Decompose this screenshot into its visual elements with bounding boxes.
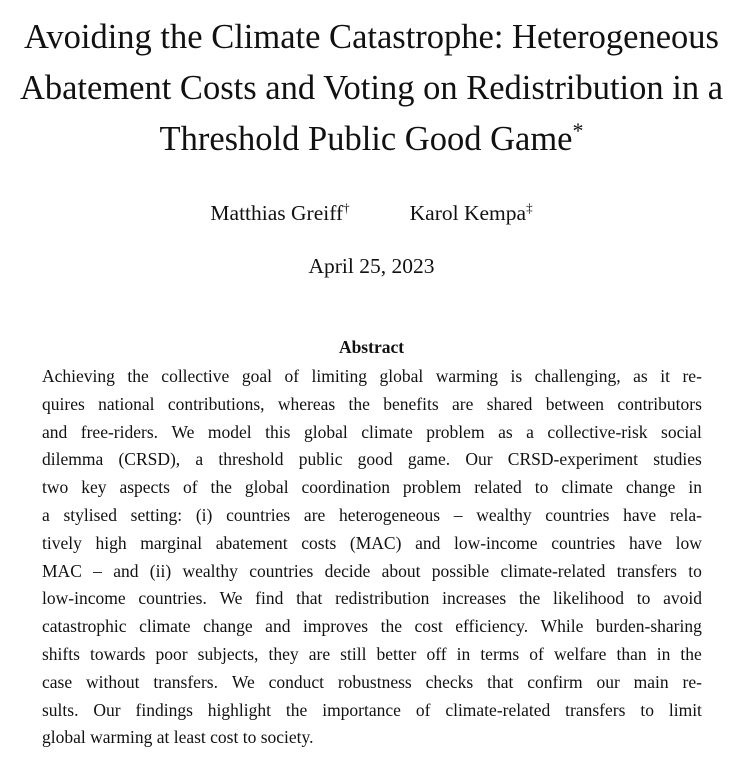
abstract-word: (i) [195, 504, 213, 525]
abstract-word: they [268, 643, 299, 664]
abstract-word: the [680, 643, 702, 664]
abstract-word: low [675, 532, 702, 553]
abstract-word: low-income [42, 588, 126, 609]
abstract-word: wealthy [476, 504, 532, 525]
abstract-word: importance [322, 699, 401, 720]
abstract-word: findings [135, 699, 193, 720]
abstract-word: and [113, 560, 139, 581]
abstract-word: robustness [337, 671, 412, 692]
title-line-1: Avoiding the Climate Catastrophe: Heterogeneous [24, 18, 719, 56]
abstract-word: limit [668, 699, 702, 720]
abstract-word: contributors [617, 393, 702, 414]
abstract-line [42, 613, 702, 641]
abstract-word: the [285, 699, 308, 720]
abstract-word: and [415, 532, 441, 553]
abstract-line [42, 558, 702, 586]
title-footnote-mark[interactable]: * [572, 118, 584, 143]
abstract-word: efficiency. [455, 616, 529, 637]
abstract-word: global [303, 421, 348, 442]
abstract-word: wealthy [182, 560, 238, 581]
abstract-word: – [93, 560, 102, 581]
abstract-word: CRSD-experiment [507, 449, 639, 470]
abstract-word: the [127, 366, 149, 386]
abstract-word: climate-related [445, 699, 551, 720]
abstract-word: aspects [119, 477, 170, 498]
abstract-word: warming [435, 366, 498, 386]
abstract-word: to [636, 588, 651, 609]
abstract-word: better [376, 643, 417, 664]
abstract-word: countries [226, 504, 291, 525]
abstract-word: social [661, 421, 702, 442]
title-line-3-text: Threshold Public Good Game [159, 120, 573, 158]
abstract-word: whereas [277, 393, 336, 414]
abstract-word: MAC [42, 560, 82, 581]
abstract-line [42, 502, 702, 530]
abstract-word: off [426, 643, 447, 664]
abstract-word: between [545, 393, 605, 414]
abstract-word: re- [682, 671, 702, 692]
abstract-word: towards [90, 643, 146, 664]
abstract-line [42, 585, 702, 613]
abstract-word: to [640, 699, 654, 720]
abstract-word: stylised [63, 504, 117, 525]
abstract-word: are [451, 393, 474, 414]
abstract-word: checks [425, 671, 474, 692]
abstract-word: welfare [553, 643, 607, 664]
abstract-line [42, 530, 702, 558]
abstract-word: high [95, 532, 127, 553]
abstract-word: subjects, [197, 643, 259, 664]
abstract-line [42, 363, 702, 391]
abstract-word: abatement [215, 532, 288, 553]
abstract-word: that [487, 671, 514, 692]
abstract-word: goal [241, 366, 272, 386]
abstract-word: in [656, 643, 671, 664]
abstract-word: are [308, 643, 331, 664]
abstract-word: of [182, 477, 198, 498]
abstract-word: coordination [301, 477, 390, 498]
abstract-word: conduct [268, 671, 324, 692]
abstract-word: cost [414, 616, 443, 637]
abstract-word: problem [426, 421, 485, 442]
abstract-word: model [207, 421, 252, 442]
abstract-word: shared [486, 393, 533, 414]
abstract-line [42, 669, 702, 697]
abstract-word: We [231, 671, 255, 692]
abstract-word: countries. [138, 588, 207, 609]
abstract-word: of [284, 366, 300, 386]
abstract-word: decide [324, 560, 371, 581]
abstract-word: related [474, 477, 522, 498]
abstract-word: it [660, 366, 670, 386]
abstract-word: change [203, 616, 253, 637]
abstract-word: national [98, 393, 155, 414]
abstract-word: and [42, 421, 68, 442]
abstract-word: collective [161, 366, 230, 386]
abstract-word: than [616, 643, 647, 664]
abstract-word: While [540, 616, 584, 637]
abstract-word: the [518, 588, 541, 609]
abstract-line [42, 474, 702, 502]
abstract-word: a [526, 421, 534, 442]
abstract-word: of [415, 699, 431, 720]
abstract-word: our [596, 671, 620, 692]
abstract-word: improves [302, 616, 369, 637]
abstract-word: benefits [383, 393, 439, 414]
abstract-word: global [379, 366, 424, 386]
abstract-word: free-riders. [80, 421, 159, 442]
abstract-word: is [510, 366, 523, 386]
abstract-word: heterogeneous [338, 504, 441, 525]
abstract-word: transfers. [153, 671, 218, 692]
abstract-word: that [296, 588, 323, 609]
abstract-word: change [625, 477, 676, 498]
abstract-word: increases [442, 588, 507, 609]
abstract-word: climate [561, 477, 613, 498]
abstract-word: transfers [616, 560, 677, 581]
abstract-word: quires [42, 393, 85, 414]
abstract-word: likelihood [553, 588, 625, 609]
abstract-line [42, 419, 702, 447]
abstract-word: collective-risk [547, 421, 648, 442]
abstract-line [42, 641, 702, 669]
author-1-name: Matthias Greiff [210, 201, 344, 225]
abstract-word: the [380, 616, 403, 637]
abstract-word: – [453, 504, 463, 525]
abstract-word: highlight [207, 699, 271, 720]
abstract-word: low-income [453, 532, 538, 553]
abstract-word: in [688, 477, 702, 498]
abstract-word: terms [480, 643, 520, 664]
abstract-word: about [381, 560, 421, 581]
abstract-line [42, 446, 702, 474]
abstract-word: studies [653, 449, 702, 470]
abstract-word: without [85, 671, 140, 692]
abstract-word: climate [139, 616, 191, 637]
abstract-body [42, 363, 702, 752]
abstract-word: a [195, 449, 204, 470]
abstract-word: a [42, 504, 50, 525]
abstract-word: countries [249, 560, 314, 581]
abstract-word: marginal [140, 532, 203, 553]
abstract-word: Our [465, 449, 493, 470]
abstract-word: sults. [42, 699, 79, 720]
author-1-footnote-mark[interactable]: † [343, 200, 350, 215]
abstract-word: problem [402, 477, 462, 498]
abstract-word: have [623, 504, 657, 525]
abstract-word: limiting [311, 366, 367, 386]
abstract-word: find [255, 588, 284, 609]
author-2-name: Karol Kempa [409, 201, 527, 225]
abstract-heading: Abstract [338, 337, 405, 357]
abstract-word: tively [42, 532, 82, 553]
author-1 [210, 198, 349, 228]
abstract-word: the [348, 393, 370, 414]
abstract-word: still [340, 643, 367, 664]
abstract-word: Our [93, 699, 121, 720]
abstract-word: possible [431, 560, 490, 581]
abstract-word: re- [682, 366, 702, 386]
abstract-word: dilemma [42, 449, 104, 470]
abstract-word: climate-related [500, 560, 606, 581]
abstract-word: to [688, 560, 702, 581]
paper-title [0, 12, 743, 165]
abstract-word: the [210, 477, 232, 498]
abstract-word: (CRSD), [118, 449, 181, 470]
abstract-word: redistribution [335, 588, 430, 609]
abstract-word: We [171, 421, 195, 442]
abstract-word: avoid [663, 588, 702, 609]
abstract-word: in [456, 643, 471, 664]
abstract-word: setting: [130, 504, 183, 525]
abstract-line [42, 391, 702, 419]
abstract-word: two [42, 477, 69, 498]
abstract-word: main [633, 671, 669, 692]
abstract-word: shifts [42, 643, 80, 664]
abstract-word: confirm [527, 671, 583, 692]
abstract-word: public [298, 449, 343, 470]
abstract-word: global [244, 477, 289, 498]
title-line-3 [0, 114, 743, 165]
abstract-word: key [81, 477, 107, 498]
abstract-word: case [42, 671, 73, 692]
abstract-word: and [265, 616, 291, 637]
abstract-line: global warming at least cost to society. [42, 727, 314, 748]
abstract-word: countries [551, 532, 616, 553]
title-line-2: Abatement Costs and Voting on Redistribution in a [19, 69, 724, 107]
abstract-word: poor [155, 643, 188, 664]
abstract-word: burden-sharing [595, 616, 702, 637]
abstract-word: threshold [218, 449, 284, 470]
abstract-word: as [633, 366, 648, 386]
publication-date: April 25, 2023 [308, 254, 435, 278]
abstract-line [42, 697, 702, 725]
abstract-word: Achieving [42, 366, 115, 386]
abstract-word: rela- [669, 504, 702, 525]
abstract-word: We [219, 588, 243, 609]
abstract-word: challenging, [534, 366, 621, 386]
abstract-word: good [357, 449, 393, 470]
author-2-footnote-mark[interactable]: ‡ [526, 200, 533, 215]
abstract-word: to [534, 477, 549, 498]
abstract-word: catastrophic [42, 616, 127, 637]
abstract-word: this [265, 421, 291, 442]
abstract-word: (ii) [149, 560, 172, 581]
author-list [0, 198, 743, 228]
abstract-word: climate [361, 421, 413, 442]
abstract-word: are [303, 504, 326, 525]
abstract-word: (MAC) [349, 532, 402, 553]
abstract-word: countries [545, 504, 610, 525]
abstract-word: costs [301, 532, 337, 553]
abstract-word: transfers [565, 699, 626, 720]
abstract-word: contributions, [167, 393, 265, 414]
abstract-word: have [628, 532, 663, 553]
abstract-word: game. [407, 449, 451, 470]
abstract-word: as [498, 421, 513, 442]
abstract-word: of [529, 643, 544, 664]
author-2 [410, 198, 533, 228]
